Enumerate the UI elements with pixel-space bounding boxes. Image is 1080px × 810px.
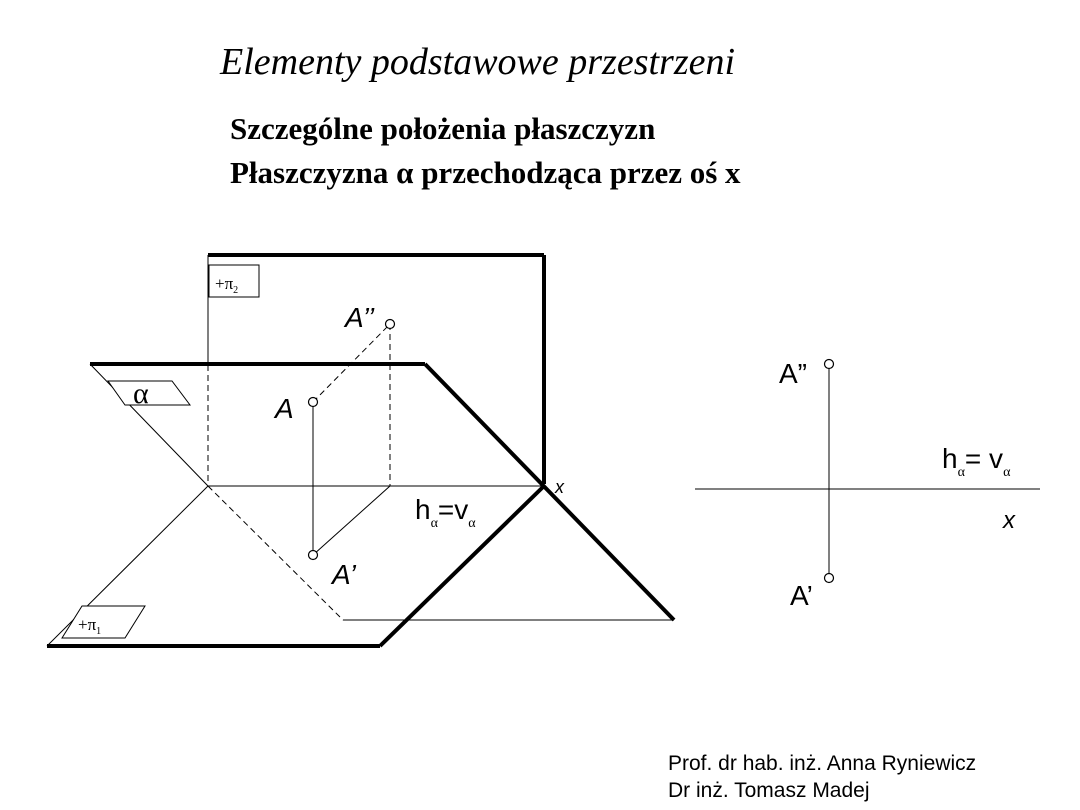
point-a2-marker: [386, 320, 395, 329]
point-a2-label: A’’: [345, 302, 375, 333]
alpha-label: α: [133, 377, 149, 410]
point-a2-label-right: A”: [779, 358, 807, 389]
credit-line-2: Dr inż. Tomasz Madej: [668, 779, 870, 802]
point-a-label: A: [275, 393, 294, 424]
point-a-projections: [313, 324, 390, 555]
pi1-label-box: [62, 606, 145, 638]
point-a1-marker: [309, 551, 318, 560]
subtitle-line-2: Płaszczyzna α przechodząca przez oś x: [230, 155, 741, 190]
pi1-label: $+\pi_1$: [78, 615, 102, 637]
point-a2-marker-right: [825, 360, 834, 369]
subtitle-line-1: Szczególne położenia płaszczyzn: [230, 111, 656, 146]
pi2-label: $+\pi_2$: [215, 274, 239, 296]
point-a1-marker-right: [825, 574, 834, 583]
credit-line-1: Prof. dr hab. inż. Anna Ryniewicz: [668, 752, 977, 775]
x-axis-label-right: x: [1003, 507, 1015, 534]
page-title: Elementy podstawowe przestrzeni: [220, 41, 736, 83]
alpha-label-box: [108, 381, 190, 405]
x-axis-label-left: x: [555, 477, 564, 497]
credits: [668, 750, 976, 804]
point-a-marker: [309, 398, 318, 407]
point-a1-label: A’: [332, 559, 356, 590]
trace-label-left: $h_\alpha=v_\alpha$: [415, 494, 476, 531]
trace-label-right: $h_\alpha= v_\alpha$: [942, 443, 1011, 480]
point-a1-label-right: A’: [790, 580, 813, 611]
